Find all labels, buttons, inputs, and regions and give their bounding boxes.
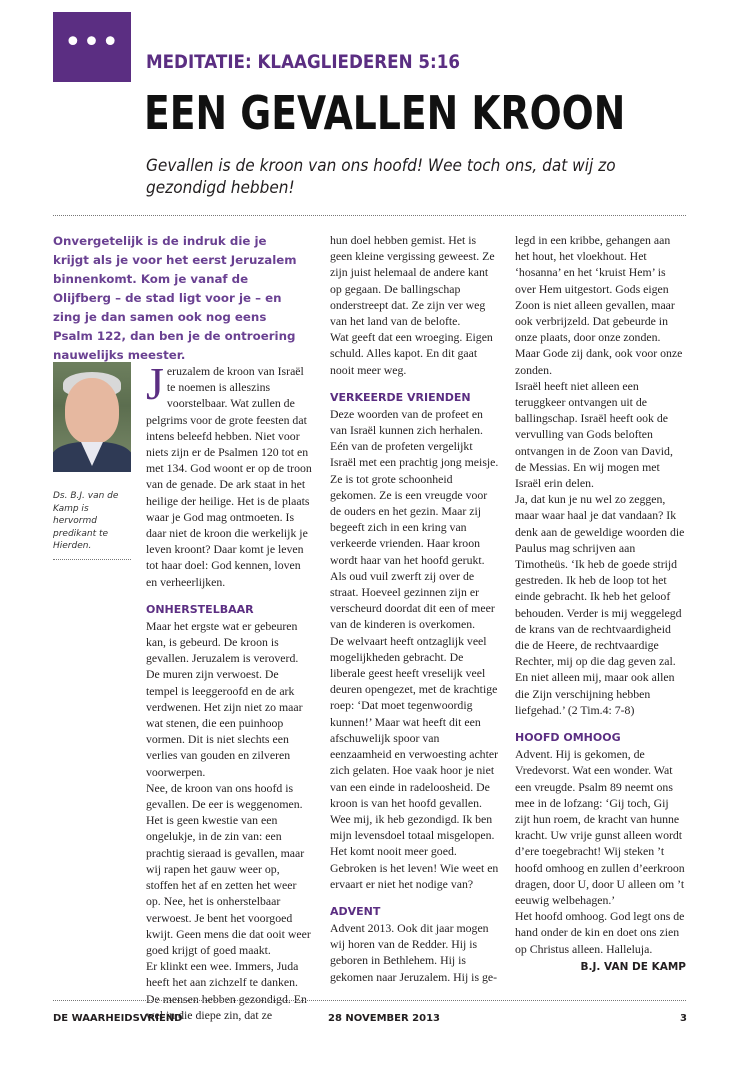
section-heading-onherstelbaar: ONHERSTELBAAR [146, 602, 254, 616]
author-photo [53, 362, 131, 472]
intro-text: eruzalem de kroon van Israël te noemen is alleszins voorstelbaar. Wat zullen de pelgrims voor de grote feesten dat intens beleefd hebben. Niet voor niets zijn er de Psalmen 120 tot en met 134. God woont er op de troon van de genade. De ark staat in het heilige der heilige. Het is de plaats waar je God mag ontmoeten. Is daar niet de kroon die werkelijk je leven kroont? Daar komt je leven tot haar doel: God kennen, loven en verheerlijken. [146, 364, 312, 589]
paragraph: Wat geeft dat een wroeging. Eigen schuld. Alles kapot. En dit gaat nooit meer weg. [330, 330, 493, 377]
paragraph: legd in een kribbe, gehangen aan het hout, het vloekhout. Het ‘hosanna’ en het ‘kruist Hem’ is over Hem uitgestort. Gods eigen Zoon is niet alleen gevallen, maar ook verbrijzeld. Dat gebeurde in onze plaats, door onze zonden. Maar Gode zij dank, ook voor onze zonden. [515, 233, 683, 377]
footer-publication: DE WAARHEIDSVRIEND [53, 1013, 183, 1024]
section-heading-verkeerde-vrienden: VERKEERDE VRIENDEN [330, 390, 471, 404]
paragraph: Nee, de kroon van ons hoofd is gevallen. De eer is weggenomen. Het is geen kwestie van een ongelukje, in de zin van: een prachtig sieraad is gevallen, maar wij rapen het gauw weer op, stoffen het af en zetten het weer op. Nee, het is onherstelbaar verwoest. Je bent het voorgoed kwijt. Geen mens die dat ooit weer goed krijgt of goed maakt. [146, 780, 311, 957]
caption-divider [53, 559, 131, 560]
author-signature: B.J. VAN DE KAMP [580, 960, 686, 973]
paragraph: Het hoofd omhoog. God legt ons de hand onder de kin en doet ons zien op Christus alleen. Halleluja. [515, 909, 685, 956]
body-column-3 [515, 232, 686, 975]
paragraph: hun doel hebben gemist. Het is geen kleine vergissing geweest. Ze zijn juist helemaal de andere kant op gegaan. De ballingschap onderstreept dat. Ze zijn ver weg van het land van de belofte. [330, 233, 495, 329]
article-title: EEN GEVALLEN KROON [144, 86, 626, 140]
lead-paragraph: Onvergetelijk is de indruk die je krijgt als je voor het eerst Jeruzalem binnenkomt. Kom je vanaf de Olijfberg – de stad ligt voor je – en zing je dan samen ook nog eens Psalm 122, dan ben je de ontroering nauwelijks meester. [53, 234, 297, 362]
article-subtitle: Gevallen is de kroon van ons hoofd! Wee toch ons, dat wij zo gezondigd hebben! [146, 156, 616, 197]
paragraph: Er klinkt een wee. Immers, Juda heeft het aan zichzelf te danken. De mensen hebben gezondigd. En wel in die diepe zin, dat ze [146, 959, 307, 1022]
author-photo-block [53, 362, 131, 560]
footer-date: 28 NOVEMBER 2013 [328, 1013, 440, 1024]
page-number: 3 [680, 1013, 687, 1024]
body-column-1 [146, 358, 312, 1023]
article-kicker: MEDITATIE: KLAAGLIEDEREN 5:16 [146, 51, 460, 73]
divider-bottom [53, 1000, 686, 1001]
paragraph: Ja, dat kun je nu wel zo zeggen, maar waar haal je dat vandaan? Ik denk aan de geweldige woorden die Paulus mag schrijven aan Timotheüs. ‘Ik heb de goede strijd gestreden. Ik heb de loop tot het einde gebracht. Ik heb het geloof behouden. Verder is mij weggelegd de krans van de rechtvaardigheid die de Heere, de rechtvaardige Rechter, mij op die dag geven zal. En niet alleen mij, maar ook allen die Zijn verschijning hebben liefgehad.’ (2 Tim.4: 7-8) [515, 492, 685, 717]
paragraph: Advent 2013. Ook dit jaar mogen wij horen van de Redder. Hij is geboren in Bethlehem. Hij is gekomen naar Jeruzalem. Hij is ge- [330, 920, 498, 984]
paragraph: Israël heeft niet alleen een teruggkeer ontvangen uit de ballingschap. Israël heeft ook de vervulling van Gods beloften ontvangen in de Zoon van David, de Messias. En wij mogen met Israël erin delen. [515, 378, 673, 491]
dots-icon: ••• [63, 25, 121, 60]
paragraph: Gebroken is het leven! Wie weet en ervaart er niet het nodige van? [330, 860, 499, 891]
paragraph: Deze woorden van de profeet en van Israël kunnen zich herhalen. Eén van de profeten vergelijkt Israël met een prachtig jong meisje. Ze is tot grote schoonheid gekomen. Ze is een vreugde voor de ouders en het gezin. Maar zij begeeft zich in een kring van verkeerde vrienden. Haar kroon wordt haar van het hoofd gerukt. Als oud vuil zwerft zij over de straat. Hoeveel gezinnen zijn er verscheurd doordat dit een of meer van de kinderen is overkomen. [330, 406, 499, 632]
section-heading-advent: ADVENT [330, 904, 381, 918]
column-1 [53, 232, 303, 365]
photo-caption: Ds. B.J. van de Kamp is hervormd predikant te Hierden. [53, 491, 119, 551]
paragraph: Advent. Hij is gekomen, de Vredevorst. Wat een wonder. Wat een vreugde. Psalm 89 neemt ons mee in de lofzang: ‘Gij toch, Gij zijt hun roem, de kracht van hunne kracht. Uw vrije gunst alleen wordt d’ere toegebracht! Wij steken ’t hoofd omhoog en zullen d’eerkroon dragen, door U, door U alleen om ’t eeuwig welbehagen.’ [515, 747, 685, 907]
section-logo [53, 12, 131, 82]
body-column-2 [330, 232, 500, 985]
section-heading-hoofd-omhoog: HOOFD OMHOOG [515, 731, 621, 745]
intro-paragraph [146, 358, 312, 590]
paragraph: Maar het ergste wat er gebeuren kan, is gebeurd. De kroon is gevallen. Jeruzalem is veroverd. De muren zijn verwoest. De tempel is leeggeroofd en de ark verdwenen. Het zijn niet zo maar wat stenen, die een puinhoop vormen. Dit is niet slechts een verlies van gouden en zilveren voorwerpen. [146, 618, 303, 779]
paragraph: De welvaart heeft ontzaglijk veel mogelijkheden gebracht. De liberale geest heeft vreselijk veel deuren opengezet, met de krachtige roep: ‘Dat moet tegenwoordig kunnen!’ Maar wat heeft dit een afschuwelijk spoor van eenzaamheid en verwoesting achter zich gelaten. Hoe vaak hoor je niet van een einde in radeloosheid. De kroon is van het hoofd gevallen. Wee mij, ik heb gezondigd. Ik ben mijn levensdoel totaal misgelopen. Het komt nooit meer goed. [330, 633, 499, 859]
drop-cap: J [146, 358, 164, 409]
divider-top [53, 215, 686, 216]
